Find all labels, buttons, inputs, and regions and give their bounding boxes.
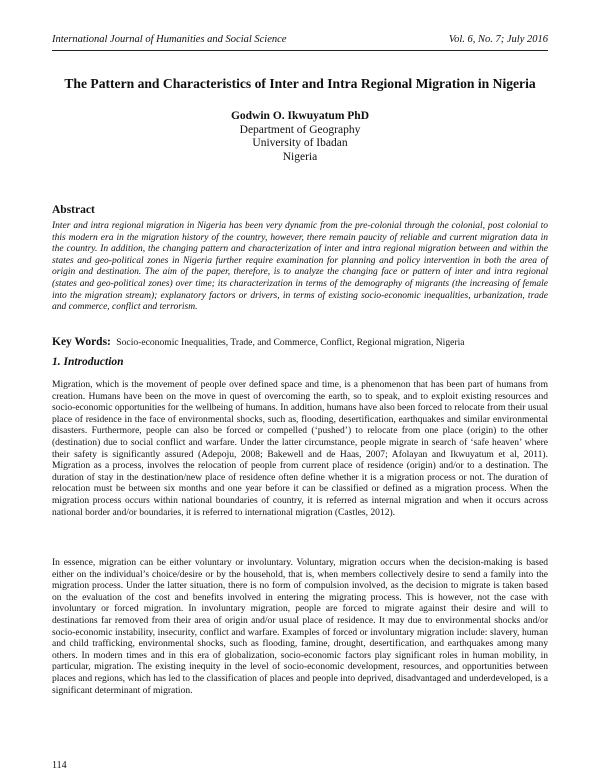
author-university: University of Ibadan xyxy=(252,137,348,150)
page-number: 114 xyxy=(52,760,67,771)
author-department: Department of Geography xyxy=(239,123,361,136)
abstract-text: Inter and intra regional migration in Nigeria has been very dynamic from the pre-colonial through the colonial, post colonial to this modern era in the migration history of the country, however, there remain paucity of reliable and current migration data in the country. In addition, the changing pattern and characterization of inter and intra regional migration between and within the states and geo-political zones in Nigeria further require examination for planning and policy intervention in both the area of origin and destination. The aim of the paper, therefore, is to analyze the changing face or pattern of inter and intra regional (states and geo-political zones) over time; its characterization in terms of the demography of migrants (the increasing of female into the migration stream); explanatory factors or drivers, in terms of existing socio-economic inequalities, urbanization, trade and commerce, conflict and terrorism. xyxy=(52,221,548,313)
keywords-text: Socio-economic Inequalities, Trade, and Commerce, Conflict, Regional migration, Nigeria xyxy=(116,337,465,348)
keywords-label: Key Words: xyxy=(52,336,111,348)
introduction-heading: 1. Introduction xyxy=(52,356,124,368)
header-divider xyxy=(52,50,548,51)
journal-name: International Journal of Humanities and Social Science xyxy=(52,34,287,45)
running-header xyxy=(52,34,548,46)
author-block xyxy=(0,110,600,164)
keywords xyxy=(52,336,548,349)
abstract-heading: Abstract xyxy=(52,204,95,216)
issue-info: Vol. 6, No. 7; July 2016 xyxy=(448,34,548,45)
author-country: Nigeria xyxy=(282,150,318,163)
paper-title: The Pattern and Characteristics of Inter and Intra Regional Migration in Nigeria xyxy=(64,76,536,91)
author-name: Godwin O. Ikwuyatum PhD xyxy=(230,110,370,122)
introduction-paragraph-1: Migration, which is the movement of people over defined space and time, is a phenomenon that has been part of humans from creation. Humans have been on the move in quest of overcoming the earth, so to speak, and to exploit existing resources and socio-economic opportunities for the wellbeing of humans. In addition, humans have also been forced to relocate from their usual place of residence in the face of environmental shocks, such as, flooding, desertification, earthquakes and similar environmental disasters. Furthermore, people can also be forced or compelled (‘pushed’) to relocate from one place (origin) to the other (destination) due to social conflict and warfare. Under the latter circumstance, people migrate in search of ‘safe heaven’ where their safety is significantly assured (Adepoju, 2008; Bakewell and de Haas, 2007; Afolayan and Ikwuyatum et al, 2011). Migration as a process, involves the relocation of people from current place of residence (origin) and/or to a destination. The duration of stay in the destination/new place of residence often define whether it is a migration process or not. The duration of relocation must be between six months and one year before it can be classified or defined as a migration process. When the migration process occurs within national boundaries of country, it is referred as internal migration and when it occurs across national border and/or boundaries, it is referred to international migration (Castles, 2012). xyxy=(52,379,548,518)
introduction-paragraph-2: In essence, migration can be either voluntary or involuntary. Voluntary, migration occurs when the decision-making is based either on the individual’s choice/desire or by the household, that is, when members collectively desire to send a family into the migration process. Under the latter situation, there is no form of compulsion involved, as the decision to migrate is taken based on the evaluation of the cost and benefits involved in entering the migrating process. This is however, not the case with involuntary or forced migration. In involuntary migration, people are forced to migrate against their desire and will to destinations far removed from their area of origin and/or usual place of residence. It may due to environmental shocks and/or socio-economic instability, insecurity, conflict and warfare. Examples of forced or involuntary migration include: slavery, human and child trafficking, environmental shocks, such as flooding, famine, drought, desertification, and earthquakes among many others. In modern times and in this era of globalization, socio-economic factors play significant roles in human mobility, in particular, migration. The existing inequity in the level of socio-economic development, resources, and opportunities between places and regions, which has led to the classification of places and people into deprived, disadvantaged and underdeveloped, is a significant determinant of migration. xyxy=(52,557,548,696)
